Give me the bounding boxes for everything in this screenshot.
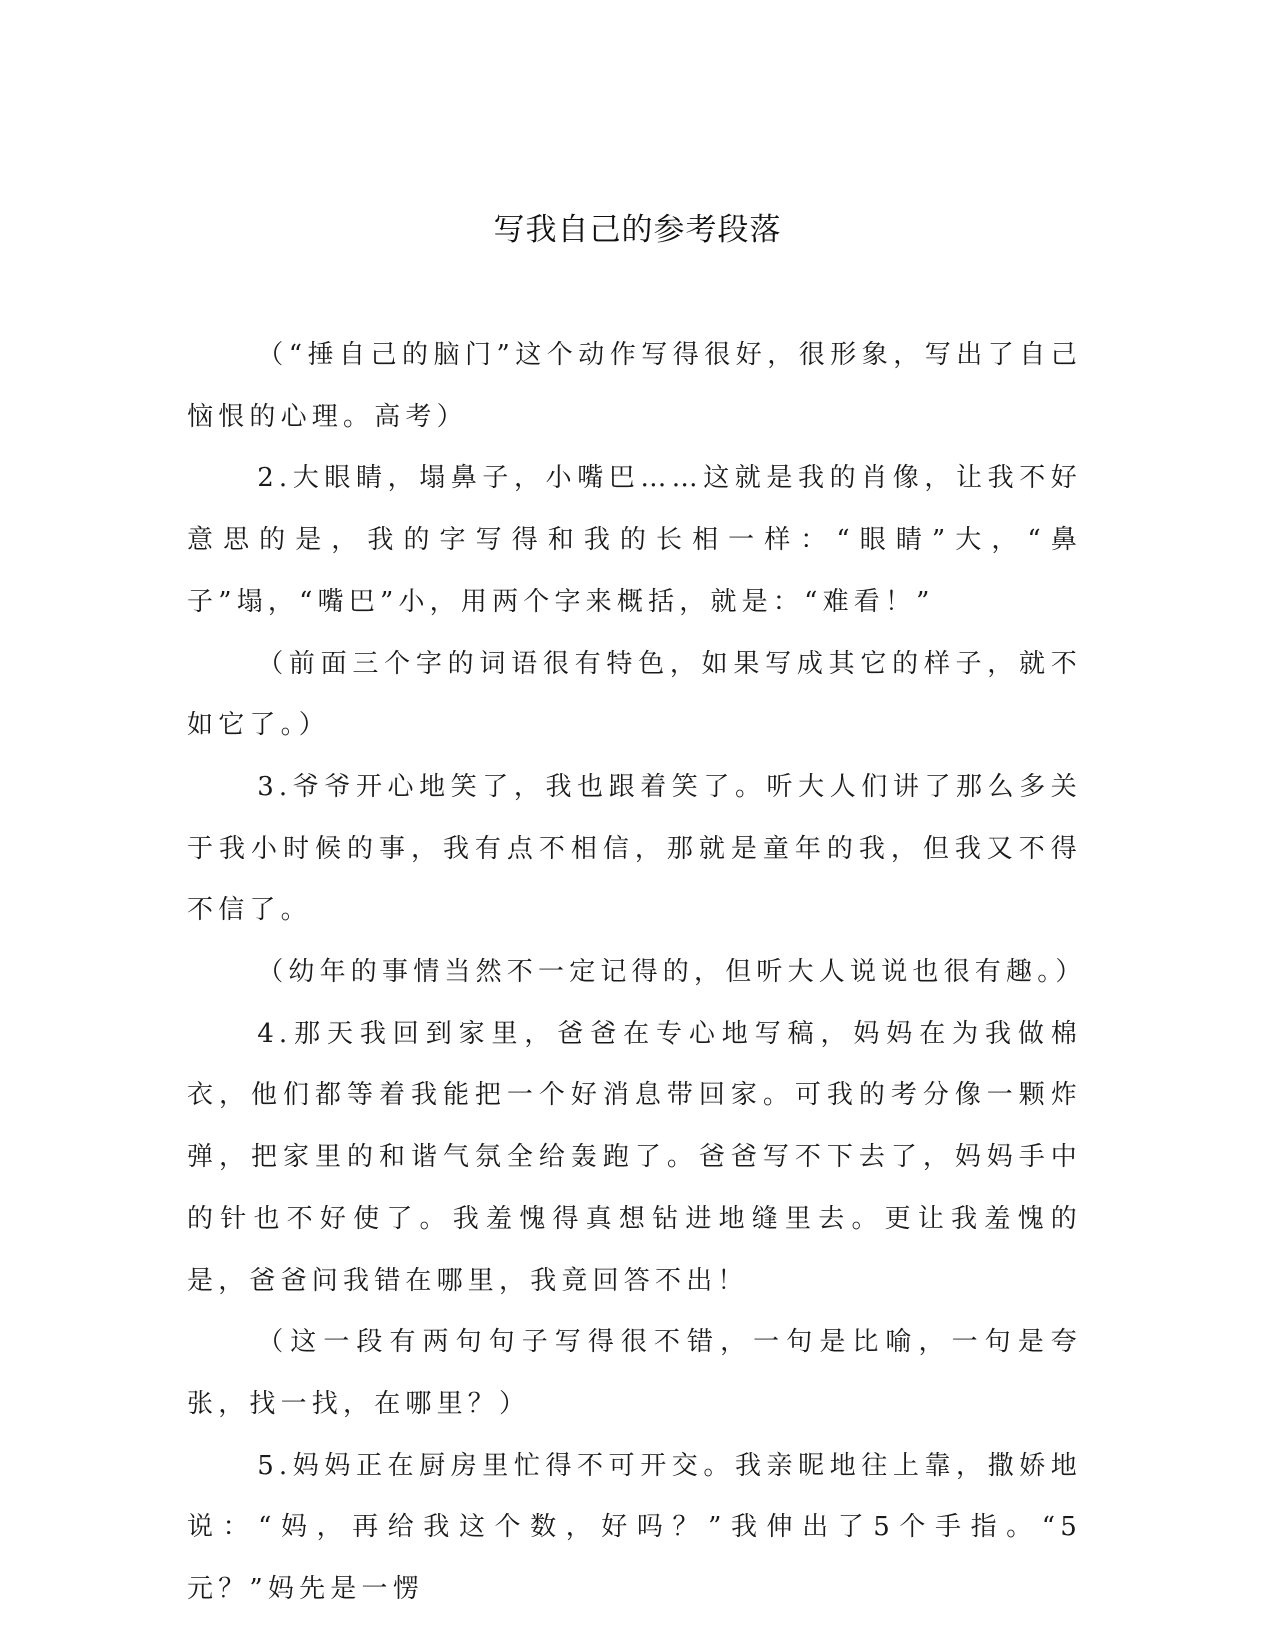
paragraph: （“捶自己的脑门”这个动作写得很好，很形象，写出了自己恼恨的心理。高考） (187, 340, 1082, 432)
paragraph: 4.那天我回到家里，爸爸在专心地写稿，妈妈在为我做棉衣，他们都等着我能把一个好消息带回家。可我的考分像一颗炸弹，把家里的和谐气氛全给轰跑了。爸爸写不下去了，妈妈手中的针也不好使了。我羞愧得真想钻进地缝里去。更让我羞愧的是，爸爸问我错在哪里，我竟回答不出！ (187, 1018, 1082, 1296)
paragraph: （幼年的事情当然不一定记得的，但听大人说说也很有趣。） (257, 957, 1087, 988)
paragraph: 5.妈妈正在厨房里忙得不可开交。我亲昵地往上靠，撒娇地说：“妈，再给我这个数，好吗？”我伸出了5个手指。“5元？”妈先是一愣 (187, 1450, 1082, 1605)
document-title: 写我自己的参考段落 (493, 212, 782, 248)
document-body (187, 325, 1087, 1621)
paragraph: （这一段有两句句子写得很不错，一句是比喻，一句是夸张，找一找，在哪里？） (187, 1327, 1082, 1419)
paragraph: 3.爷爷开心地笑了，我也跟着笑了。听大人们讲了那么多关于我小时候的事，我有点不相信，那就是童年的我，但我又不得不信了。 (187, 771, 1082, 926)
paragraph: （前面三个字的词语很有特色，如果写成其它的样子，就不如它了。） (187, 648, 1082, 741)
paragraph: 2.大眼睛，塌鼻子，小嘴巴……这就是我的肖像，让我不好意思的是，我的字写得和我的长相一样：“眼睛”大，“鼻子”塌，“嘴巴”小，用两个字来概括，就是：“难看！” (187, 463, 1082, 617)
